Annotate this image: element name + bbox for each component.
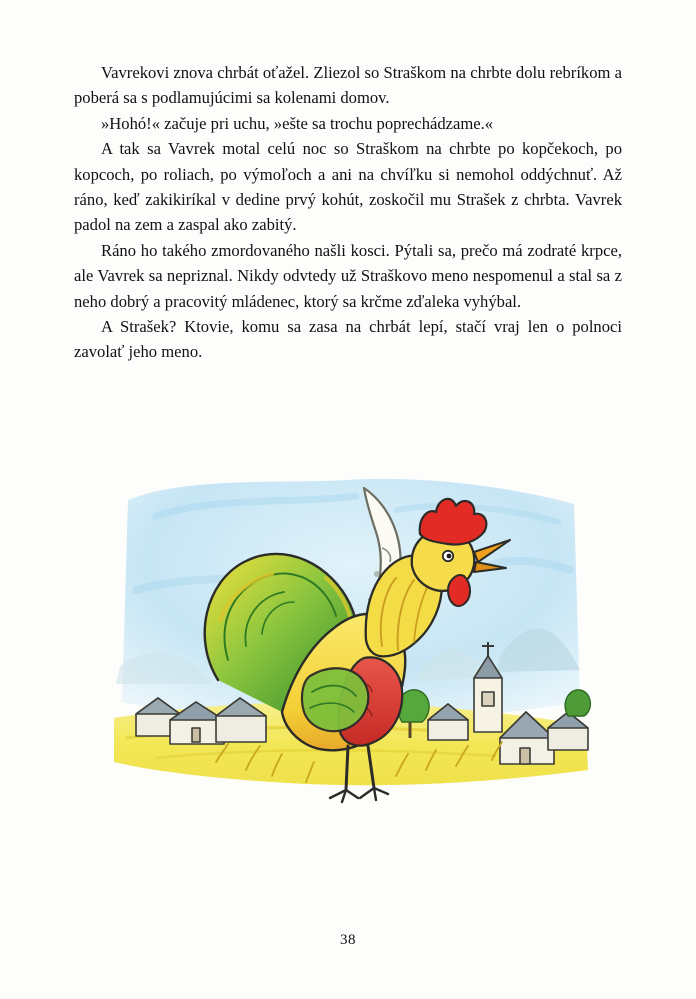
paragraph: Vavrekovi znova chrbát oťažel. Zliezol so Straškom na chrbte dolu rebríkom a poberá sa s podlamujúcimi sa kolenami domov.	[74, 63, 622, 108]
story-text	[74, 60, 622, 365]
paragraph: »Hohó!« začuje pri uchu, »ešte sa trochu poprechádzame.«	[101, 113, 494, 133]
rooster-illustration-svg	[96, 470, 604, 810]
paragraph: A Strašek? Ktovie, komu sa zasa na chrbát lepí, stačí vraj len o polnoci zavolať jeho meno.	[74, 317, 622, 362]
page-number: 38	[340, 932, 356, 948]
paragraph: Ráno ho takého zmordovaného našli kosci. Pýtali sa, prečo má zodraté krpce, ale Vavrek sa nepriznal. Nikdy odvtedy už Straškovo meno nespomenul a stal sa z neho dobrý a pracovitý mládenec, ktorý sa krčme zďaleka vyhýbal.	[74, 240, 622, 311]
paragraph: A tak sa Vavrek motal celú noc so Straškom na chrbte po kopčekoch, po kopcoch, po roliach, po výmoľoch a ani na chvíľku si nemohol oddýchnuť. Až ráno, keď zakikiríkal v dedine prvý kohút, zoskočil mu Strašek z chrbta. Vavrek padol na zem a zaspal ako zabitý.	[74, 139, 622, 235]
illustration	[96, 470, 604, 810]
